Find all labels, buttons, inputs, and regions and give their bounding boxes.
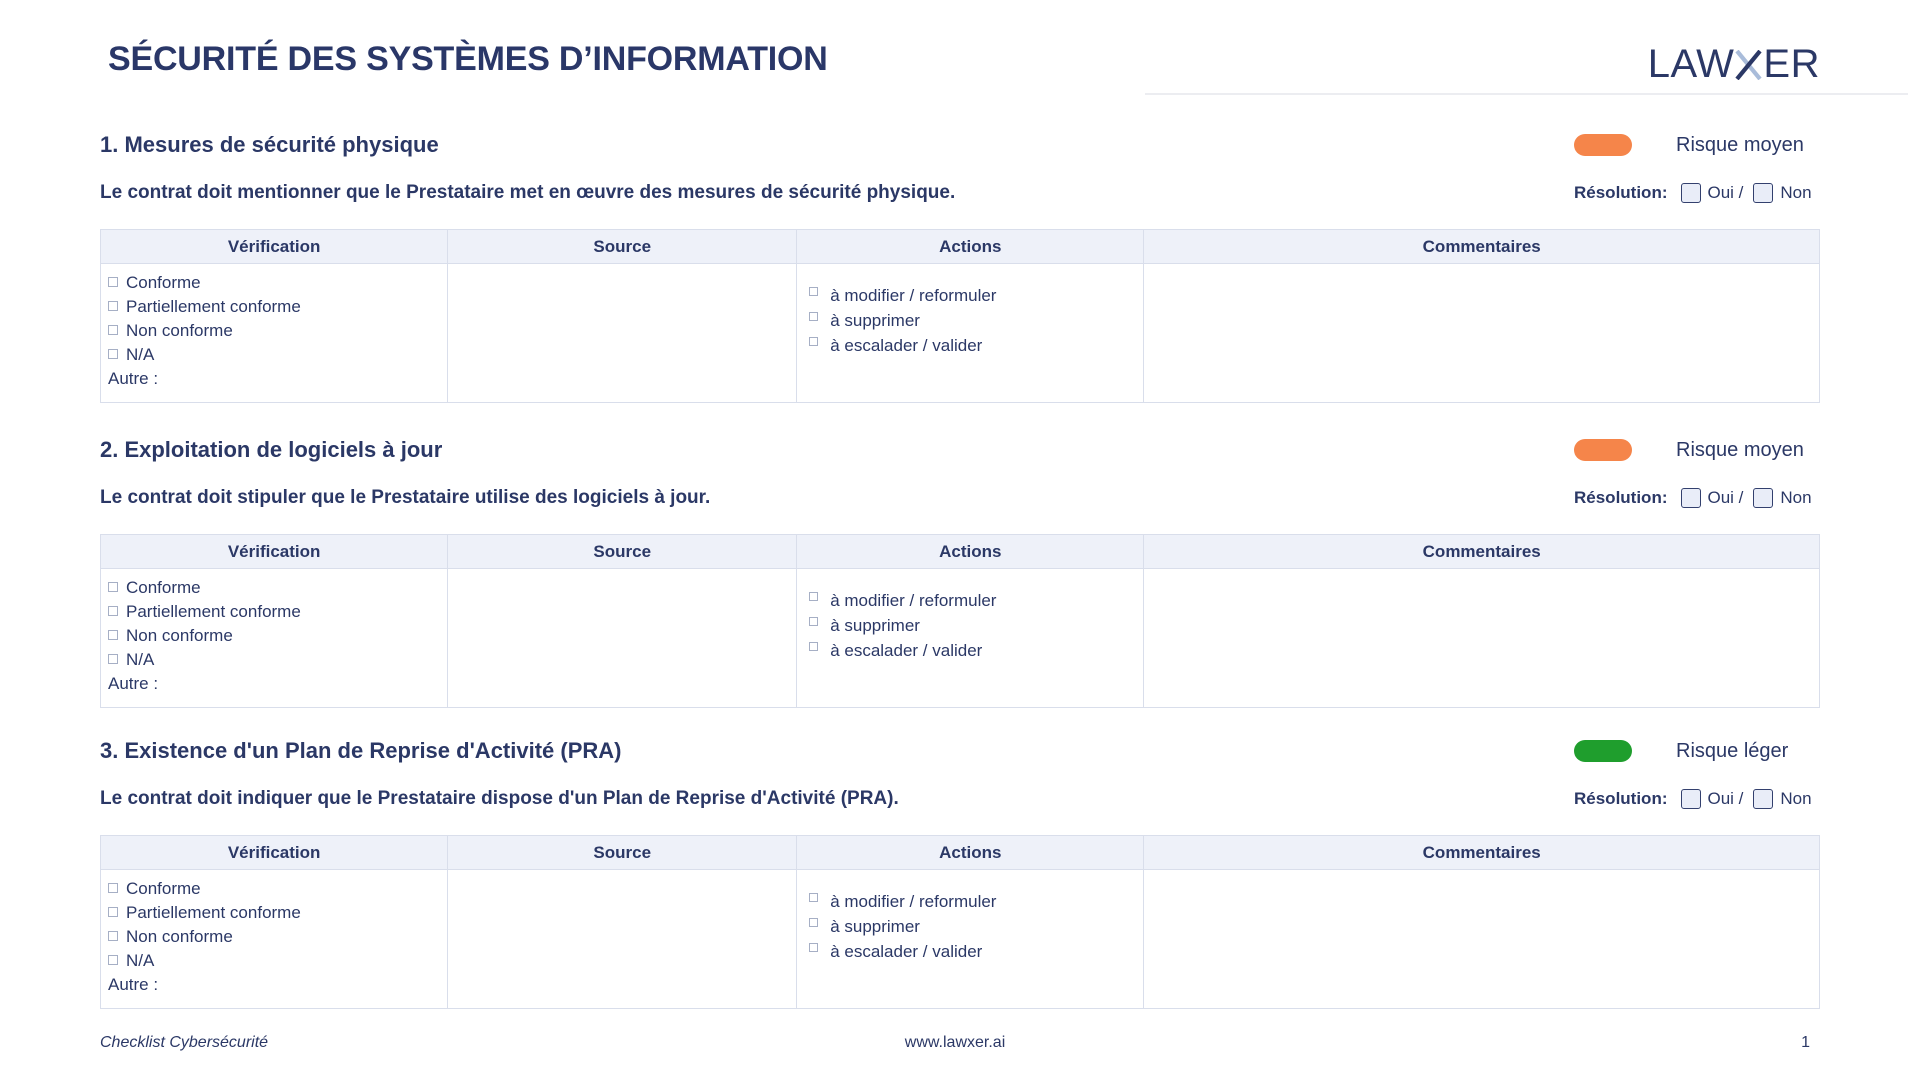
actions-cell (797, 264, 1144, 403)
action-escalader[interactable]: à escalader / valider (809, 638, 1135, 663)
checkbox-icon[interactable] (108, 606, 118, 616)
page-title: SÉCURITÉ DES SYSTÈMES D’INFORMATION (108, 40, 828, 78)
risk-pill (1574, 134, 1632, 156)
risk-indicator (1574, 740, 1820, 763)
option-partiellement-conforme[interactable]: Partiellement conforme (108, 295, 439, 319)
risk-label: Risque moyen (1676, 133, 1804, 156)
action-modifier[interactable]: à modifier / reformuler (809, 889, 1135, 914)
verification-table (100, 534, 1820, 708)
checkbox-icon[interactable] (108, 955, 118, 965)
col-header-commentaires: Commentaires (1144, 836, 1820, 870)
checkbox-icon[interactable] (809, 918, 818, 927)
checkbox-icon[interactable] (108, 301, 118, 311)
action-escalader[interactable]: à escalader / valider (809, 939, 1135, 964)
checkbox-icon[interactable] (108, 654, 118, 664)
col-header-verification: Vérification (101, 535, 448, 569)
action-escalader[interactable]: à escalader / valider (809, 333, 1135, 358)
section-3 (100, 737, 1820, 1009)
actions-cell (797, 569, 1144, 708)
col-header-actions: Actions (797, 230, 1144, 264)
resolution-row (1574, 789, 1820, 809)
document-header (100, 0, 1820, 98)
col-header-actions: Actions (797, 535, 1144, 569)
resolution-label: Résolution: (1574, 183, 1668, 202)
table-row (101, 264, 1820, 403)
resolution-oui-label: Oui / (1707, 488, 1744, 507)
checkbox-icon[interactable] (108, 630, 118, 640)
risk-indicator (1574, 134, 1820, 157)
option-non-conforme[interactable]: Non conforme (108, 925, 439, 949)
resolution-non-label: Non (1780, 488, 1812, 507)
checkbox-icon[interactable] (108, 907, 118, 917)
actions-cell (797, 870, 1144, 1009)
action-supprimer[interactable]: à supprimer (809, 914, 1135, 939)
table-row (101, 569, 1820, 708)
resolution-label: Résolution: (1574, 488, 1668, 507)
section-description: Le contrat doit mentionner que le Prestataire met en œuvre des mesures de sécurité physique. (100, 182, 956, 203)
option-conforme[interactable]: Conforme (108, 877, 439, 901)
comments-field[interactable] (1144, 264, 1820, 403)
option-autre[interactable]: Autre : (108, 369, 159, 388)
table-row (101, 870, 1820, 1009)
section-description: Le contrat doit indiquer que le Prestataire dispose d'un Plan de Reprise d'Activité (PRA). (100, 788, 899, 809)
option-partiellement-conforme[interactable]: Partiellement conforme (108, 600, 439, 624)
checkbox-icon[interactable] (809, 943, 818, 952)
action-modifier[interactable]: à modifier / reformuler (809, 283, 1135, 308)
resolution-non-label: Non (1780, 789, 1812, 808)
option-conforme[interactable]: Conforme (108, 576, 439, 600)
action-supprimer[interactable]: à supprimer (809, 613, 1135, 638)
verification-cell (101, 264, 448, 403)
resolution-oui-checkbox[interactable] (1681, 183, 1701, 203)
resolution-non-checkbox[interactable] (1753, 183, 1773, 203)
footer-page-number: 1 (1801, 1034, 1811, 1051)
risk-pill (1574, 439, 1632, 461)
option-conforme[interactable]: Conforme (108, 271, 439, 295)
checkbox-icon[interactable] (809, 312, 818, 321)
option-na[interactable]: N/A (108, 648, 439, 672)
comments-field[interactable] (1144, 569, 1820, 708)
checkbox-icon[interactable] (809, 592, 818, 601)
resolution-row (1574, 488, 1820, 508)
col-header-actions: Actions (797, 836, 1144, 870)
risk-label: Risque léger (1676, 739, 1789, 762)
section-title: 2. Exploitation de logiciels à jour (100, 437, 443, 462)
checkbox-icon[interactable] (809, 287, 818, 296)
checkbox-icon[interactable] (809, 893, 818, 902)
checkbox-icon[interactable] (108, 349, 118, 359)
page-footer (100, 1034, 1820, 1052)
section-2 (100, 436, 1820, 708)
resolution-non-checkbox[interactable] (1753, 488, 1773, 508)
checkbox-icon[interactable] (108, 931, 118, 941)
risk-pill (1574, 740, 1632, 762)
col-header-commentaires: Commentaires (1144, 535, 1820, 569)
risk-indicator (1574, 439, 1820, 462)
source-field[interactable] (448, 264, 797, 403)
logo-text-right: ER (1763, 42, 1820, 86)
resolution-oui-label: Oui / (1707, 183, 1744, 202)
resolution-row (1574, 183, 1820, 203)
logo-text-left: LAW (1647, 42, 1735, 86)
checkbox-icon[interactable] (108, 582, 118, 592)
option-autre[interactable]: Autre : (108, 975, 159, 994)
option-na[interactable]: N/A (108, 949, 439, 973)
footer-doc-name: Checklist Cybersécurité (100, 1034, 269, 1051)
checkbox-icon[interactable] (809, 617, 818, 626)
resolution-non-checkbox[interactable] (1753, 789, 1773, 809)
col-header-source: Source (448, 535, 797, 569)
option-na[interactable]: N/A (108, 343, 439, 367)
checkbox-icon[interactable] (809, 337, 818, 346)
header-divider (1145, 93, 1908, 95)
col-header-commentaires: Commentaires (1144, 230, 1820, 264)
action-supprimer[interactable]: à supprimer (809, 308, 1135, 333)
verification-cell (101, 569, 448, 708)
checkbox-icon[interactable] (108, 325, 118, 335)
lawxer-logo (1648, 42, 1820, 87)
verification-table (100, 835, 1820, 1009)
section-1 (100, 131, 1820, 403)
verification-table (100, 229, 1820, 403)
option-non-conforme[interactable]: Non conforme (108, 319, 439, 343)
section-title: 1. Mesures de sécurité physique (100, 132, 439, 157)
logo-x-icon (1735, 50, 1762, 80)
section-title: 3. Existence d'un Plan de Reprise d'Activité (PRA) (100, 738, 622, 763)
risk-label: Risque moyen (1676, 438, 1804, 461)
resolution-oui-label: Oui / (1707, 789, 1744, 808)
comments-field[interactable] (1144, 870, 1820, 1009)
option-partiellement-conforme[interactable]: Partiellement conforme (108, 901, 439, 925)
col-header-source: Source (448, 230, 797, 264)
source-field[interactable] (448, 870, 797, 1009)
col-header-source: Source (448, 836, 797, 870)
option-non-conforme[interactable]: Non conforme (108, 624, 439, 648)
verification-cell (101, 870, 448, 1009)
resolution-oui-checkbox[interactable] (1681, 488, 1701, 508)
col-header-verification: Vérification (101, 836, 448, 870)
checkbox-icon[interactable] (108, 277, 118, 287)
option-autre[interactable]: Autre : (108, 674, 159, 693)
footer-website-link[interactable]: www.lawxer.ai (904, 1034, 1006, 1051)
action-modifier[interactable]: à modifier / reformuler (809, 588, 1135, 613)
resolution-oui-checkbox[interactable] (1681, 789, 1701, 809)
checkbox-icon[interactable] (108, 883, 118, 893)
checkbox-icon[interactable] (809, 642, 818, 651)
source-field[interactable] (448, 569, 797, 708)
resolution-non-label: Non (1780, 183, 1812, 202)
col-header-verification: Vérification (101, 230, 448, 264)
resolution-label: Résolution: (1574, 789, 1668, 808)
section-description: Le contrat doit stipuler que le Prestataire utilise des logiciels à jour. (100, 487, 711, 508)
